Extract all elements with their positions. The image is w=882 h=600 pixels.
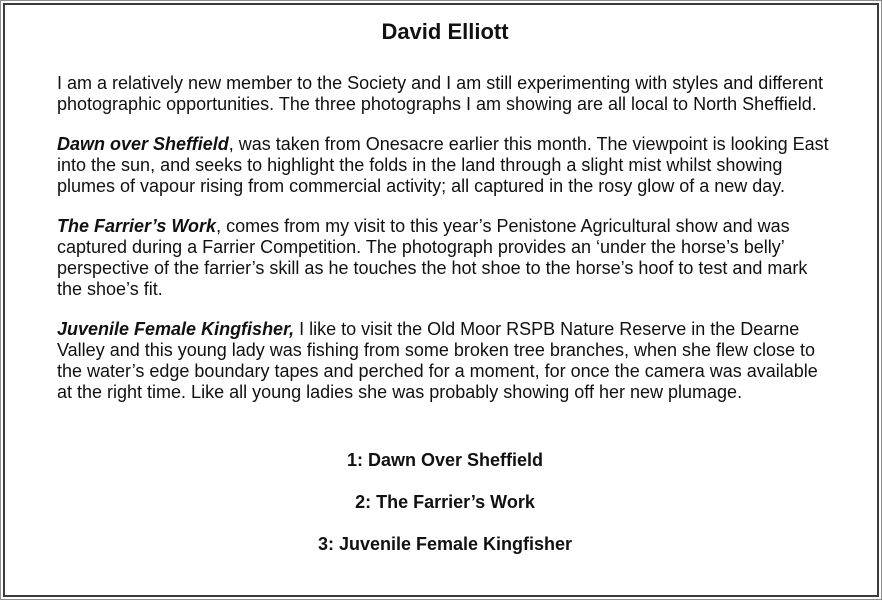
paragraph-dawn-over-sheffield: [57, 134, 833, 197]
page-content: [57, 18, 833, 555]
paragraph-text-dawn: , was taken from Onesacre earlier this month. The viewpoint is looking East into the sun, and seeks to highlight the folds in the land through a slight mist whilst showing plumes of vapour rising from commercial activity; all captured in the rosy glow of a new day.: [57, 134, 829, 196]
paragraph-text-kingfisher: I like to visit the Old Moor RSPB Nature Reserve in the Dearne Valley and this young lady was fishing from some broken tree branches, when she flew close to the water’s edge boundary tapes and perched for a moment, for once the camera was available at the right time. Like all young ladies she was probably showing off her new plumage.: [57, 319, 818, 402]
paragraph-juvenile-kingfisher: [57, 319, 833, 403]
photo-title-lead-kingfisher: Juvenile Female Kingfisher,: [57, 319, 295, 339]
page-title: David Elliott: [381, 19, 509, 44]
paragraph-text-farrier: , comes from my visit to this year’s Penistone Agricultural show and was captured during a Farrier Competition. The photograph provides an ‘under the horse’s belly’ perspective of the farrier’s skill as he touches the hot shoe to the horse’s hoof to test and mark the shoe’s fit.: [57, 216, 808, 299]
photo-title-lead-dawn: Dawn over Sheffield: [57, 134, 229, 154]
page-border-frame: [3, 3, 879, 597]
photo-list-item-3: 3: Juvenile Female Kingfisher: [317, 534, 573, 554]
intro-paragraph-text: I am a relatively new member to the Society and I am still experimenting with styles and different photographic opportunities. The three photographs I am showing are all local to North Sheffield.: [57, 73, 824, 114]
intro-paragraph: [57, 73, 833, 115]
photo-list-item-2: 2: The Farrier’s Work: [355, 492, 535, 512]
photo-list: [57, 450, 833, 555]
photo-list-item-1: 1: Dawn Over Sheffield: [346, 450, 544, 470]
paragraph-farriers-work: [57, 216, 833, 300]
photo-title-lead-farrier: The Farrier’s Work: [57, 216, 217, 236]
